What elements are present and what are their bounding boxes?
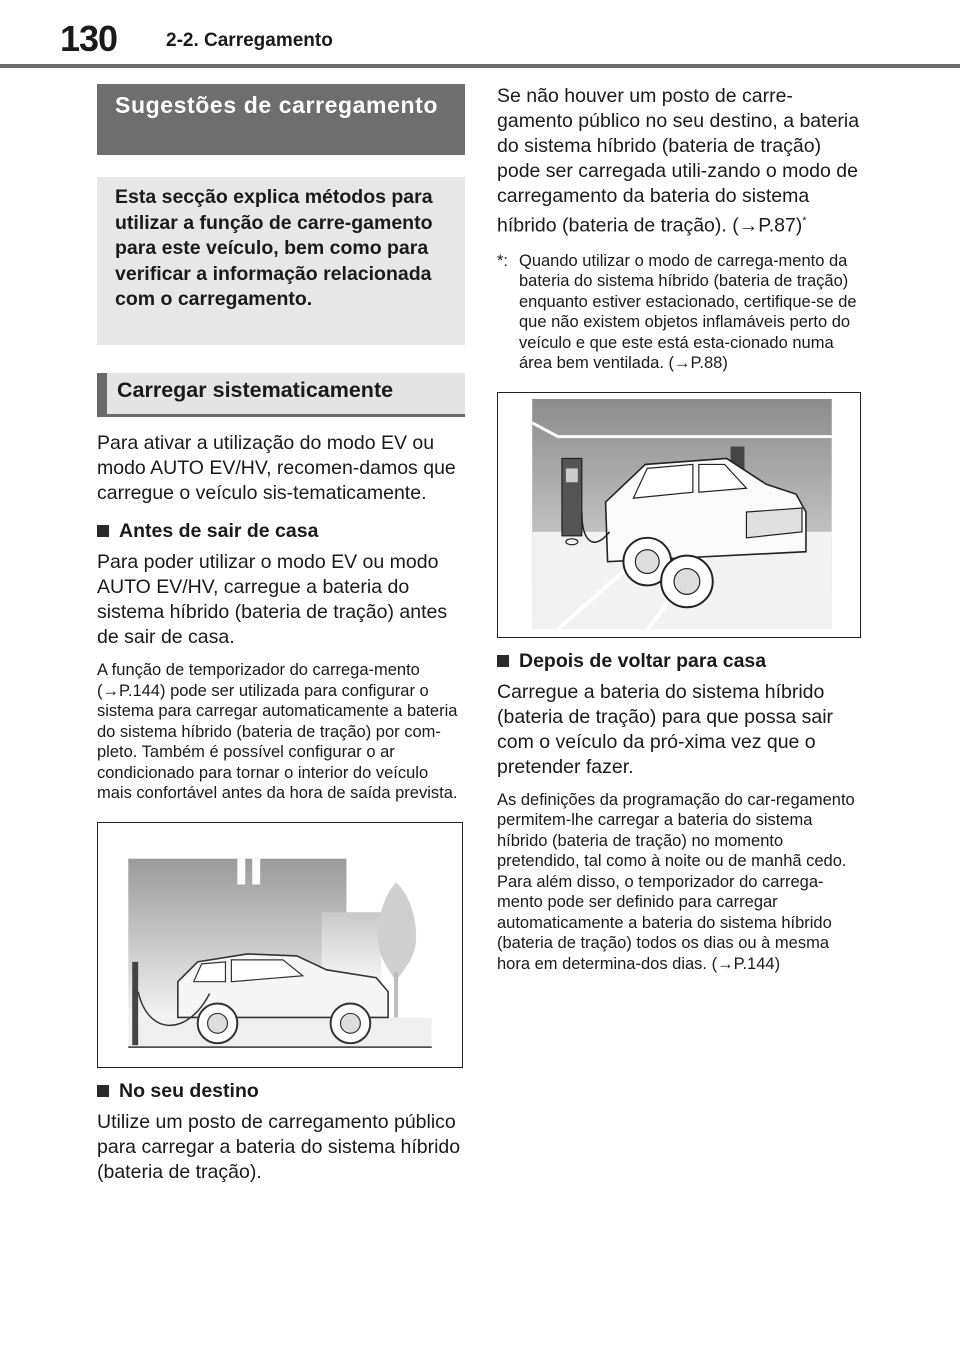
square-bullet-icon <box>97 1085 109 1097</box>
home-charging-illustration <box>97 822 463 1068</box>
square-bullet-icon <box>497 655 509 667</box>
section-band-title: Sugestões de carregamento <box>97 84 465 155</box>
square-bullet-icon <box>97 525 109 537</box>
paragraph: Para poder utilizar o modo EV ou modo AUTO EV/HV, carregue a bateria do sistema híbrido (bateria de tração) antes de sair de casa. <box>97 551 448 648</box>
marker-heading-label: No seu destino <box>119 1079 259 1102</box>
header-rule <box>0 64 960 68</box>
car-at-home-icon <box>98 823 462 1067</box>
marker-heading <box>97 518 465 544</box>
paragraph <box>497 84 863 239</box>
footnote-reference: * <box>802 215 807 227</box>
footnote-marker: *: <box>497 251 509 270</box>
section-title: 2-2. Carregamento <box>166 30 333 51</box>
small-paragraph: As definições da programação do car-regamento permitem-lhe carregar a bateria do sistema híbrido (bateria de tração) no momento pretendido, tal como à noite ou de manhã cedo. Para além disso, o temporizador do carrega-mento pode ser definido para carregar automaticamente a bateria do sistema híbrido (bateria de tração) todos os dias ou à mesma hora em determina-dos dias. (→P.144) <box>497 790 855 973</box>
footnote <box>497 251 863 374</box>
right-column <box>497 84 863 974</box>
public-charging-illustration <box>497 392 861 638</box>
paragraph: Utilize um posto de carregamento público para carregar a bateria do sistema híbrido (bateria de tração). <box>97 1110 461 1183</box>
paragraph: Para ativar a utilização do modo EV ou modo AUTO EV/HV, recomen-damos que carregue o veículo sis-tematicamente. <box>97 432 456 504</box>
marker-heading <box>497 648 863 674</box>
marker-heading-label: Depois de voltar para casa <box>519 649 767 672</box>
left-column <box>97 84 465 1185</box>
paragraph-text: Se não houver um posto de carre-gamento público no seu destino, a bateria do sistema híbrido (bateria de tração) pode ser carregada utili-zando o modo de carregamento da bateria do sistema híbrido (bateria de tração). (→P.87) <box>497 85 860 237</box>
small-paragraph: A função de temporizador do carrega-mento (→P.144) pode ser utilizada para configurar o sistema para carregar automaticamente a bateria do sistema híbrido (bateria de tração) por com-pleto. Também é possível configurar o ar condicionado para tornar o interior do veículo mais confortável antes da hora de saída prevista. <box>97 661 458 802</box>
page-number: 130 <box>60 18 118 59</box>
page-header <box>0 0 960 70</box>
marker-heading <box>97 1078 465 1104</box>
sub-heading: Carregar sistematicamente <box>97 373 465 417</box>
paragraph: Carregue a bateria do sistema híbrido (bateria de tração) para que possa sair com o veículo da pró-xima vez que o pretender fazer. <box>497 680 834 778</box>
footnote-text: Quando utilizar o modo de carrega-mento da bateria do sistema híbrido (bateria de tração) enquanto estiver estacionado, certifique-se de que não existem objetos inflamáveis perto do veículo e que este está esta-cionado numa área bem ventilada. (→P.88) <box>519 251 857 372</box>
marker-heading-label: Antes de sair de casa <box>119 520 319 542</box>
car-at-charging-station-icon <box>498 393 860 637</box>
intro-box: Esta secção explica métodos para utilizar a função de carre-gamento para este veículo, bem como para verificar a informação relacionada com o carregamento. <box>97 177 465 345</box>
